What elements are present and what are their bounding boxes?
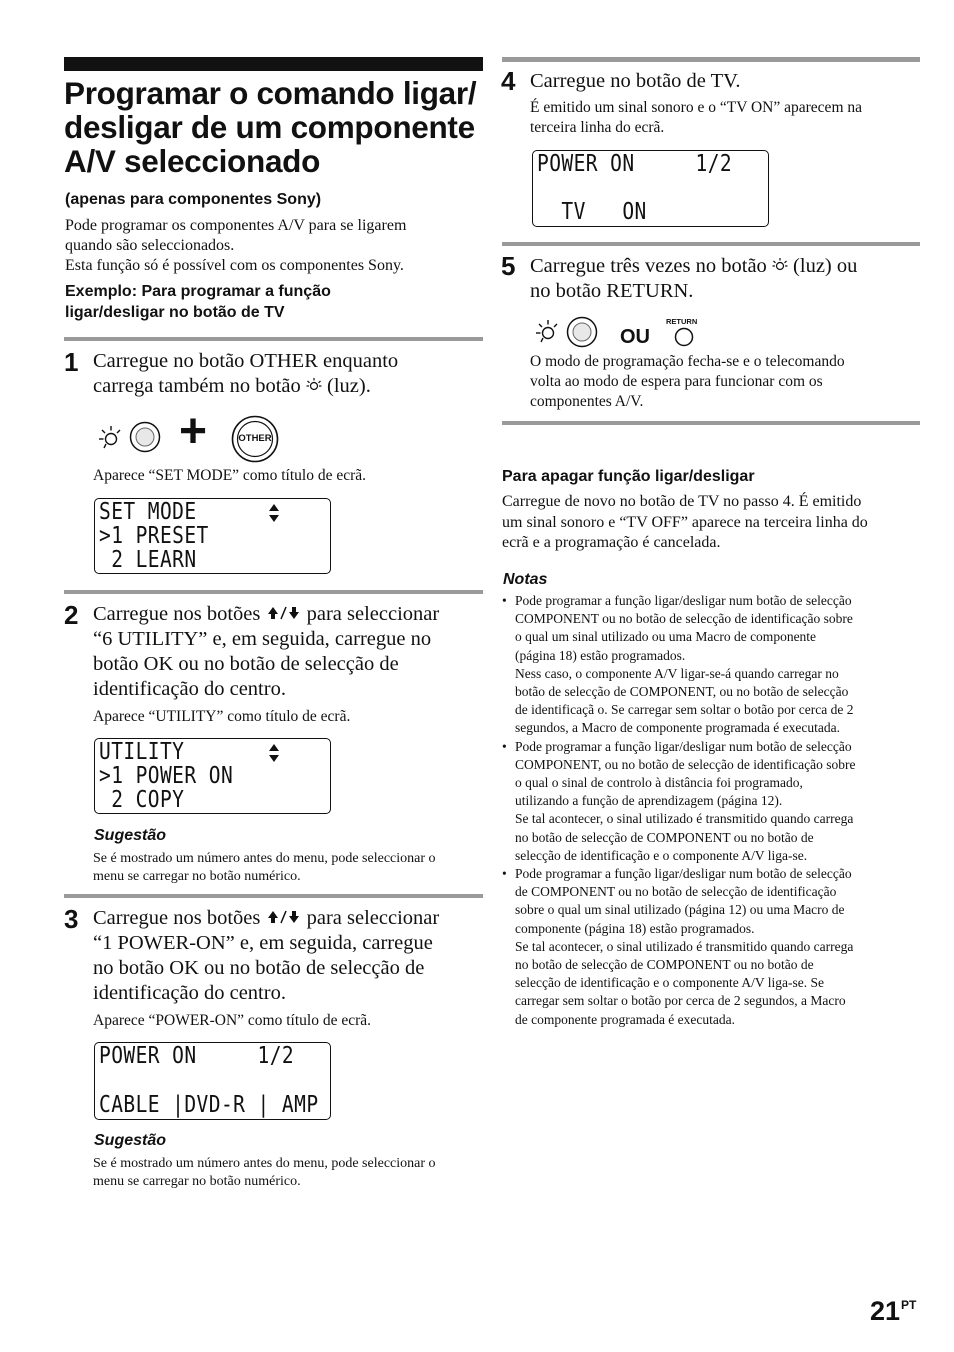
light-button-icon	[129, 421, 161, 453]
page-language-code: PT	[901, 1298, 917, 1312]
step3-text	[93, 906, 488, 1006]
step2-note: Aparece “UTILITY” como título de ecrã.	[93, 708, 351, 725]
example-line: Exemplo: Para programar a função	[65, 283, 331, 300]
note-line: Se tal acontecer, o sinal utilizado é transmitido quando carrega	[515, 811, 854, 827]
step-line: identificação do centro.	[93, 678, 286, 700]
tip-line: Se é mostrado um número antes do menu, pode seleccionar o	[93, 1156, 436, 1171]
note-item	[502, 592, 932, 738]
step3-note: Aparece “POWER-ON” como título de ecrã.	[93, 1012, 372, 1029]
step-line-part: Carregue nos botões	[93, 603, 261, 625]
note-line: componente (página 18) estão programados.	[515, 920, 755, 936]
up-down-arrow-icon	[268, 743, 280, 763]
intro-line: Esta função só é possível com os componentes Sony.	[65, 257, 404, 274]
tip-line: Se é mostrado um número antes do menu, pode seleccionar o	[93, 851, 436, 866]
subtitle: (apenas para componentes Sony)	[65, 191, 322, 208]
light-button-icon	[566, 316, 598, 348]
lcd-line: CABLE |DVD-R | AMP	[99, 1092, 319, 1118]
note-line: carregar sem soltar o botão por cerca de 2 segundos, a Macro	[515, 993, 846, 1009]
step-divider	[64, 590, 483, 594]
note-line: no botão de selecção de COMPONENT ou no botão de	[515, 829, 814, 845]
step-line: identificação do centro.	[93, 982, 286, 1004]
step1-note: Aparece “SET MODE” como título de ecrã.	[93, 467, 367, 484]
page-number	[870, 1296, 916, 1327]
note-item	[502, 865, 932, 1029]
note-line: segundos, a Macro de componente programada é executada.	[515, 720, 840, 736]
step5-text	[530, 254, 925, 304]
erase-line: ecrã e a programação é cancelada.	[502, 534, 721, 551]
note-line: • Pode programar a função ligar/desligar num botão de selecção	[515, 866, 852, 882]
step-line-part: Carregue três vezes no botão	[530, 255, 767, 277]
lcd-line: TV ON	[537, 199, 647, 225]
step-number: 2	[64, 600, 79, 630]
light-icon	[95, 424, 123, 450]
note-line: COMPONENT ou no botão de selecção de identificação sobre	[515, 611, 853, 627]
note-line: de COMPONENT ou no botão de selecção de identificação	[515, 884, 837, 900]
lcd-display-power-on	[94, 1042, 331, 1120]
return-label: RETURN	[666, 317, 698, 326]
note-line: Ness caso, o componente A/V ligar-se-á quando carregar no	[515, 665, 839, 681]
tip-text	[93, 1155, 493, 1191]
note-line: componentes A/V.	[530, 393, 644, 410]
tip-line: menu se carregar no botão numérico.	[93, 869, 301, 884]
up-down-buttons-icon	[266, 605, 302, 621]
note-line: de identificaçã o. Se carregar sem soltar o botão por cerca de 2	[515, 702, 854, 718]
lcd-line: >1 PRESET	[99, 523, 209, 549]
plus-sign: +	[179, 405, 208, 458]
up-down-buttons-icon	[266, 909, 302, 925]
note-line: botão de selecção de COMPONENT, ou no botão de selecção	[515, 684, 849, 700]
note-item	[502, 738, 932, 865]
lcd-line: 2 LEARN	[99, 547, 197, 573]
lcd-line: SET MODE	[99, 499, 197, 525]
lcd-line: POWER ON 1/2	[537, 151, 733, 177]
step-line: Carregue no botão OTHER enquanto	[93, 350, 399, 372]
note-line: selecção de identificação e o componente A/V liga-se. Se	[515, 975, 825, 991]
lcd-display-set-mode	[94, 498, 331, 574]
title-line: Programar o comando ligar/	[64, 75, 477, 111]
page-title	[64, 76, 494, 178]
step1-text	[93, 349, 488, 399]
lcd-line: UTILITY	[99, 739, 185, 765]
note-line: terceira linha do ecrã.	[530, 119, 665, 136]
note-line: no botão de selecção de COMPONENT ou no botão de	[515, 957, 814, 973]
step-divider	[64, 894, 483, 898]
step-line-part: para seleccionar	[306, 907, 440, 929]
example-heading	[65, 281, 331, 323]
step-line-part: carrega também no botão	[93, 375, 301, 397]
step-number: 3	[64, 904, 79, 934]
tip-heading: Sugestão	[94, 1132, 167, 1149]
step-line-part: (luz) ou	[793, 255, 858, 277]
lcd-line: 2 COPY	[99, 787, 185, 813]
light-icon	[306, 377, 322, 393]
return-button-icon	[674, 327, 694, 347]
title-line: A/V seleccionado	[64, 143, 321, 179]
title-line: desligar de um componente	[64, 109, 475, 145]
note-line: sobre o qual um sinal utilizado (página 12) ou uma Macro de	[515, 902, 845, 918]
step-line: “6 UTILITY” e, em seguida, carregue no	[93, 628, 432, 650]
step-number: 4	[501, 66, 516, 96]
lcd-display-utility	[94, 738, 331, 814]
note-line: • Pode programar a função ligar/desligar num botão de selecção	[515, 593, 852, 608]
lcd-line: POWER ON 1/2	[99, 1043, 295, 1069]
note-line: volta ao modo de espera para funcionar com os	[530, 373, 823, 390]
note-line: COMPONENT, ou no botão de selecção de identificação sobre	[515, 756, 856, 772]
note-line: de componente programada é executada.	[515, 1011, 736, 1027]
erase-line: um sinal sonoro e “TV OFF” aparece na terceira linha do	[502, 513, 868, 531]
note-line: o qual o sinal de controlo à distância foi programado,	[515, 775, 803, 791]
note-line: Se tal acontecer, o sinal utilizado é transmitido quando carrega	[515, 938, 854, 954]
step-line: botão OK ou no botão de selecção de	[93, 653, 399, 675]
note-line: É emitido um sinal sonoro e o “TV ON” aparecem na	[530, 99, 863, 116]
tip-heading: Sugestão	[94, 827, 167, 844]
lcd-display-tv-on	[532, 150, 769, 227]
step-line	[93, 906, 488, 931]
step-line	[93, 374, 488, 399]
step-number: 5	[501, 251, 516, 281]
notes-heading: Notas	[503, 571, 548, 588]
light-icon	[772, 257, 788, 273]
lcd-line: >1 POWER ON	[99, 763, 234, 789]
step4-note	[530, 98, 930, 138]
up-down-arrow-icon	[268, 503, 280, 523]
step5-note	[530, 352, 930, 412]
note-line: • Pode programar a função ligar/desligar num botão de selecção	[515, 738, 852, 754]
title-bar	[64, 57, 483, 71]
step-line	[530, 254, 925, 279]
step1-button-illustration	[93, 405, 293, 464]
or-label: OU	[620, 326, 650, 348]
step2-text	[93, 602, 488, 702]
note-line: selecção de identificação e o componente A/V liga-se.	[515, 847, 808, 863]
erase-text	[502, 492, 932, 554]
step5-button-illustration	[530, 314, 720, 354]
tip-text	[93, 850, 493, 886]
step-line-part: para seleccionar	[306, 603, 440, 625]
erase-heading: Para apagar função ligar/desligar	[502, 468, 755, 485]
note-line: O modo de programação fecha-se e o telecomando	[530, 353, 845, 370]
step-line-part: Carregue nos botões	[93, 907, 261, 929]
step-line: “1 POWER-ON” e, em seguida, carregue	[93, 932, 433, 954]
step-number: 1	[64, 347, 79, 377]
light-icon	[532, 318, 560, 344]
step4-text: Carregue no botão de TV.	[530, 70, 741, 92]
step-divider	[64, 337, 483, 341]
intro-line: quando são seleccionados.	[65, 237, 235, 254]
step-divider	[502, 57, 920, 62]
example-line: ligar/desligar no botão de TV	[65, 304, 285, 321]
section-divider	[502, 421, 920, 425]
other-button-label: OTHER	[238, 433, 272, 444]
step-line: no botão RETURN.	[530, 280, 694, 302]
tip-line: menu se carregar no botão numérico.	[93, 1174, 301, 1189]
intro-line: Pode programar os componentes A/V para se ligarem	[65, 217, 407, 234]
step-line-part: (luz).	[327, 375, 371, 397]
note-line: (página 18) estão programados.	[515, 647, 686, 663]
intro-text	[65, 216, 485, 276]
note-line: utilizando a função de aprendizagem (página 12).	[515, 793, 783, 809]
page-number-value: 21	[870, 1296, 901, 1326]
step-divider	[502, 242, 920, 246]
note-line: o qual um sinal utilizado ou uma Macro de componente	[515, 629, 817, 645]
step-line: no botão OK ou no botão de selecção de	[93, 957, 425, 979]
step-line	[93, 602, 488, 627]
notes-list	[502, 592, 932, 1029]
erase-line: Carregue de novo no botão de TV no passo 4. É emitido	[502, 493, 862, 510]
